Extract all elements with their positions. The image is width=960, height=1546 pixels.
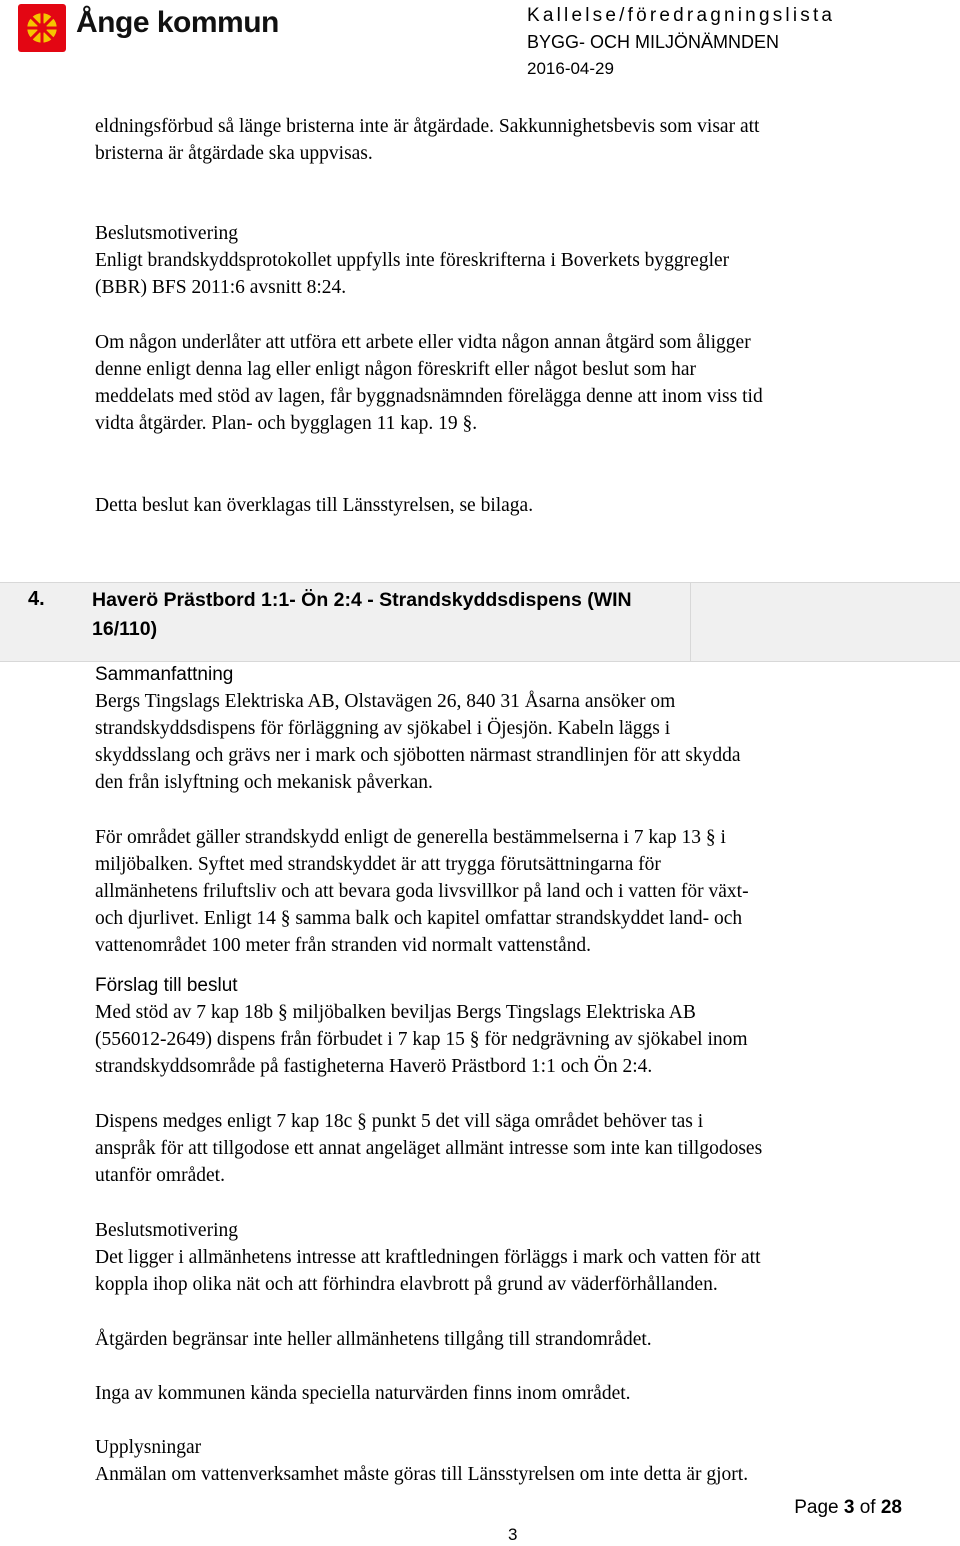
text-line: vidta åtgärder. Plan- och bygglagen 11 kap. 19 §. — [95, 413, 478, 434]
text-line: skyddsslang och grävs ner i mark och sjöbotten närmast strandlinjen för att skydda — [95, 745, 741, 766]
page-of: of — [859, 1497, 876, 1518]
text-line: strandskyddsdispens för förläggning av sjökabel i Öjesjön. Kabeln läggs i — [95, 718, 671, 739]
summary-heading: Sammanfattning — [95, 664, 234, 685]
section-heading: Beslutsmotivering — [95, 1220, 238, 1241]
text-line: Med stöd av 7 kap 18b § miljöbalken beviljas Bergs Tingslags Elektriska AB — [95, 1002, 696, 1023]
organization-name: Ånge kommun — [76, 6, 279, 39]
text-line: (BBR) BFS 2011:6 avsnitt 8:24. — [95, 277, 347, 298]
text-line: koppla ihop olika nät och att förhindra elavbrott på grund av väderförhållanden. — [95, 1274, 718, 1295]
section-item-motivation — [95, 1217, 761, 1298]
text-line: anspråk för att tillgodose ett annat angeläget allmänt intresse som inte kan tillgodoses — [95, 1138, 763, 1159]
meeting-date: 2016-04-29 — [527, 59, 614, 78]
municipal-crest-icon — [18, 4, 66, 52]
text-line: utanför området. — [95, 1165, 225, 1186]
page-prefix: Page — [794, 1497, 839, 1518]
text-line: Det ligger i allmänhetens intresse att kraftledningen förläggs i mark och vatten för att — [95, 1247, 761, 1268]
text-line: och djurlivet. Enligt 14 § samma balk och kapitel omfattar strandskyddet land- och — [95, 908, 743, 929]
item-number: 4. — [28, 588, 45, 610]
appeal-notice: Detta beslut kan överklagas till Länsstyrelsen, se bilaga. — [95, 495, 534, 516]
page-indicator — [794, 1497, 902, 1519]
section-motivation — [95, 220, 729, 301]
paragraph-shore-protection — [95, 824, 749, 959]
paragraph-law — [95, 329, 763, 437]
text-line: Bergs Tingslags Elektriska AB, Olstavägen 26, 840 31 Åsarna ansöker om — [95, 691, 676, 712]
text-line: meddelats med stöd av lagen, får byggnadsnämnden förelägga denne att inom viss tid — [95, 386, 763, 407]
text-line: (556012-2649) dispens från förbudet i 7 kap 15 § för nedgrävning av sjökabel inom — [95, 1029, 748, 1050]
paragraph-nature: Inga av kommunen kända speciella naturvärden finns inom området. — [95, 1383, 631, 1404]
paragraph-proposal — [95, 999, 748, 1080]
text-line: För området gäller strandskydd enligt de generella bestämmelserna i 7 kap 13 § i — [95, 827, 726, 848]
text-line: vattenområdet 100 meter från stranden vid normalt vattenstånd. — [95, 935, 592, 956]
item-title-line: Haverö Prästbord 1:1- Ön 2:4 - Strandskyddsdispens (WIN — [92, 589, 632, 611]
text-line: denne enligt denna lag eller enligt någon föreskrift eller något beslut som har — [95, 359, 697, 380]
paragraph-intro — [95, 113, 759, 167]
page-number: 3 — [508, 1525, 518, 1544]
paragraph-access: Åtgärden begränsar inte heller allmänhetens tillgång till strandområdet. — [95, 1329, 652, 1350]
text-line: allmänhetens friluftsliv och att bevara goda livsvillkor på land och i vatten för växt- — [95, 881, 749, 902]
text-line: Enligt brandskyddsprotokollet uppfylls inte föreskrifterna i Boverkets byggregler — [95, 250, 730, 271]
paragraph-summary — [95, 688, 741, 796]
text-line: Anmälan om vattenverksamhet måste göras till Länsstyrelsen om inte detta är gjort. — [95, 1464, 749, 1485]
text-line: Om någon underlåter att utföra ett arbete eller vidta någon annan åtgärd som åligger — [95, 332, 751, 353]
text-line: den från islyftning och mekanisk påverkan. — [95, 772, 433, 793]
text-line: Dispens medges enligt 7 kap 18c § punkt 5 det vill säga området behöver tas i — [95, 1111, 704, 1132]
page-total: 28 — [880, 1497, 902, 1518]
section-information — [95, 1434, 748, 1488]
document-title: Kallelse/föredragningslista — [527, 5, 836, 26]
text-line: eldningsförbud så länge bristerna inte är åtgärdade. Sakkunnighetsbevis som visar att — [95, 116, 760, 137]
proposal-heading: Förslag till beslut — [95, 975, 238, 996]
text-line: strandskyddsområde på fastigheterna Haverö Prästbord 1:1 och Ön 2:4. — [95, 1056, 653, 1077]
paragraph-dispens — [95, 1108, 762, 1189]
band-divider — [690, 583, 691, 661]
item-title — [92, 586, 672, 644]
page-current: 3 — [843, 1497, 855, 1518]
committee-name: BYGG- OCH MILJÖNÄMNDEN — [527, 32, 780, 52]
item-title-line: 16/110) — [92, 618, 158, 640]
section-heading: Upplysningar — [95, 1437, 202, 1458]
text-line: miljöbalken. Syftet med strandskyddet är att trygga förutsättningarna för — [95, 854, 661, 875]
text-line: bristerna är åtgärdade ska uppvisas. — [95, 143, 373, 164]
section-heading: Beslutsmotivering — [95, 223, 238, 244]
